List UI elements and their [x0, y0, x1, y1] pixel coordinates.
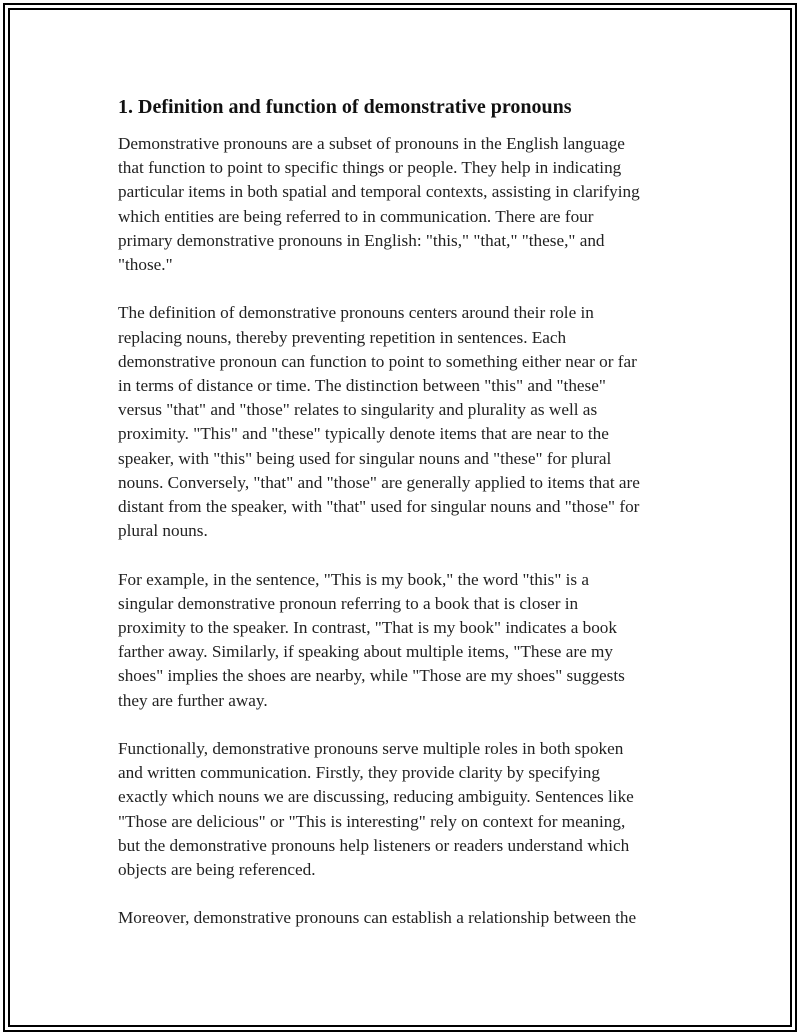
section-heading: 1. Definition and function of demonstrative pronouns [118, 96, 572, 118]
paragraph-definition: The definition of demonstrative pronouns centers around their role in replacing nouns, thereby preventing repetition in sentences. Each demonstrative pronoun can function to point to something either near or far in terms of distance or time. The distinction between "this" and "these" versus "that" and "those" relates to singularity and plurality as well as proximity. "This" and "these" typically denote items that are near to the speaker, with "this" being used for singular nouns and "these" for plural nouns. Conversely, "that" and "those" are generally applied to items that are distant from the speaker, with "that" used for singular nouns and "those" for plural nouns. [118, 303, 640, 541]
document-body [118, 94, 688, 955]
paragraph-function: Functionally, demonstrative pronouns serve multiple roles in both spoken and written communication. Firstly, they provide clarity by specifying exactly which nouns we are discussing, reducing ambiguity. Sentences like "Those are delicious" or "This is interesting" rely on context for meaning, but the demonstrative pronouns help listeners or readers understand which objects are being referenced. [118, 739, 634, 880]
paragraph-moreover: Moreover, demonstrative pronouns can establish a relationship between the [118, 908, 637, 928]
paragraph-intro: Demonstrative pronouns are a subset of pronouns in the English language that function to point to specific things or people. They help in indicating particular items in both spatial and temporal contexts, assisting in clarifying which entities are being referred to in communication. There are four primary demonstrative pronouns in English: "this," "that," "these," and "those." [118, 134, 640, 275]
paragraph-example: For example, in the sentence, "This is my book," the word "this" is a singular demonstrative pronoun referring to a book that is closer in proximity to the speaker. In contrast, "That is my book" indicates a book farther away. Similarly, if speaking about multiple items, "These are my shoes" implies the shoes are nearby, while "Those are my shoes" suggests they are further away. [118, 569, 625, 710]
